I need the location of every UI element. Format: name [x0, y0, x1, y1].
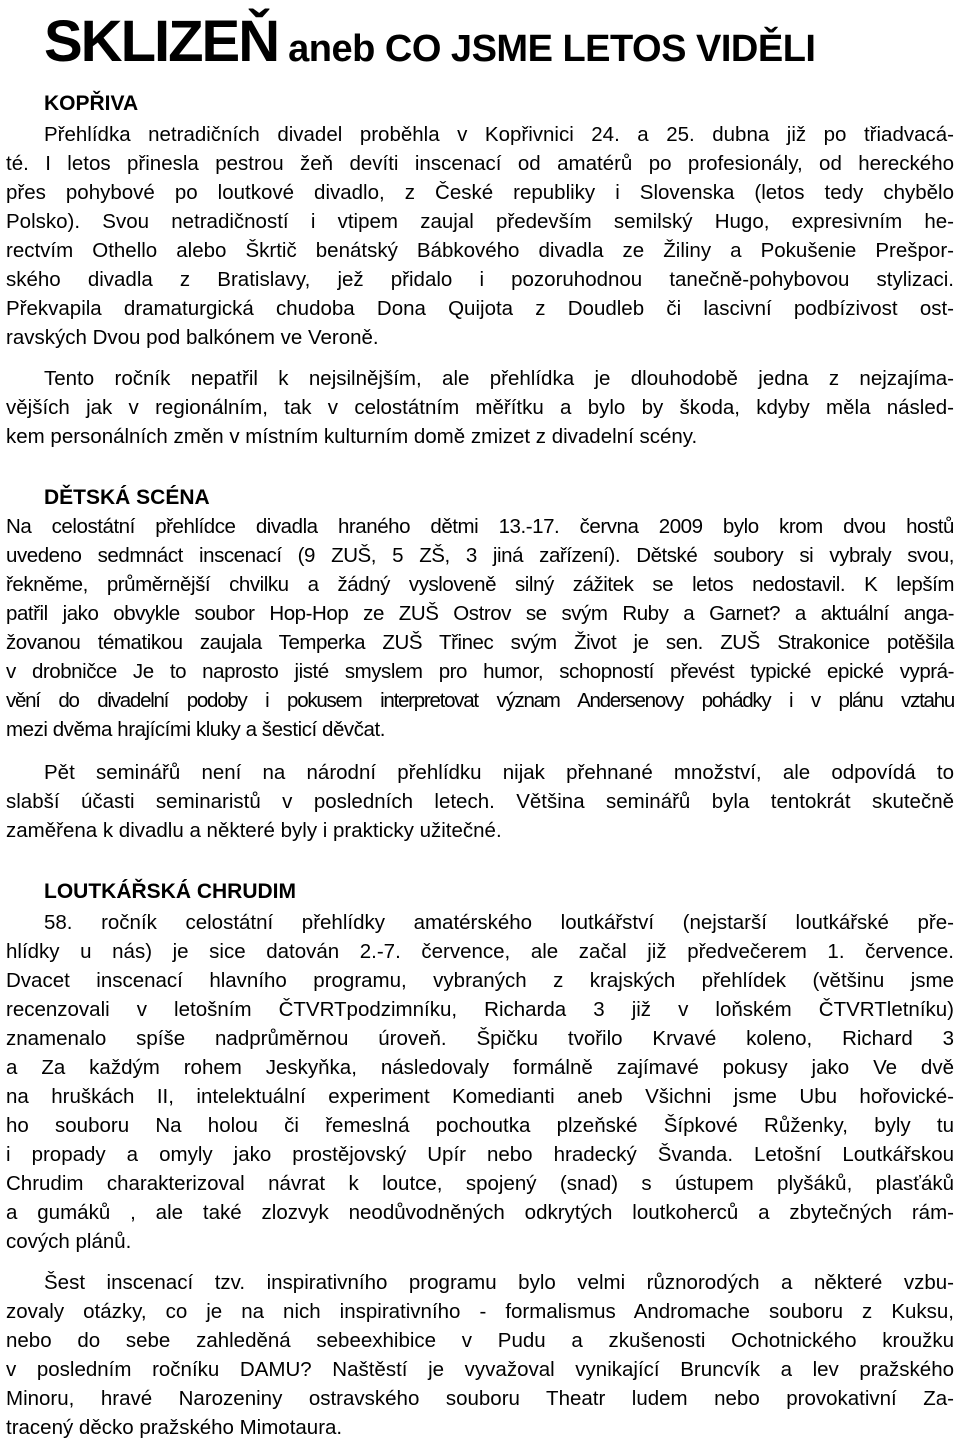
text-line: uvedeno sedmnáct inscenací (9 ZUŠ, 5 ZŠ, 3 jiná zařízení). Dětské soubory si vybraly svou,: [6, 544, 954, 567]
text-line: v posledním ročníku DAMU? Naštěstí je vyvažoval vynikající Bruncvík a lev pražského: [6, 1358, 954, 1381]
text-line: zaměřena k divadlu a některé byly i prakticky užitečné.: [6, 819, 502, 842]
text-line: té. I letos přinesla pestrou žeň devíti inscenací od amatérů po profesionály, od hereckého: [6, 152, 954, 175]
text-line: mezi dvěma hrajícími kluky a šesticí děvčat.: [6, 718, 385, 741]
page-title: [44, 8, 815, 75]
text-line: a Za každým rohem Jeskyňka, následovaly formálně zajímavé pokusy jako Ve dvě: [6, 1056, 954, 1079]
text-line: slabší účasti seminaristů v posledních letech. Většina seminářů byla tentokrát skutečně: [6, 790, 954, 813]
text-line: nebo do sebe zahleděná sebeexhibice v Pudu a zkušenosti Ochotnického kroužku: [6, 1329, 954, 1352]
paragraph: [6, 120, 954, 352]
text-line: žovanou tématikou zaujala Temperka ZUŠ Třinec svým Život je sen. ZUŠ Strakonice potěšila: [6, 631, 954, 654]
text-line: vění do divadelní podoby i pokusem interpretovat význam Andersenovy pohádky i v plánu vztahu: [6, 689, 954, 712]
title-subtitle: aneb CO JSME LETOS VIDĚLI: [288, 28, 816, 70]
text-line: a gumáků , ale také zlozvyk neodůvodněných odkrytých loutkoherců a zbytečných rám-: [6, 1201, 954, 1224]
title-main: SKLIZEŇ: [44, 9, 279, 74]
text-line: 58. ročník celostátní přehlídky amatérského loutkářství (nejstarší loutkářské pře-: [44, 911, 954, 934]
text-line: tracený děcko pražského Mimotaura.: [6, 1416, 343, 1439]
text-line: Na celostátní přehlídce divadla hraného dětmi 13.-17. června 2009 bylo krom dvou hostů: [6, 515, 954, 538]
section-heading-detska-scena: DĚTSKÁ SCÉNA: [44, 486, 210, 509]
text-line: Polsko). Svou netradičností i vtipem zaujal především semilský Hugo, expresivním he-: [6, 210, 954, 233]
text-line: cových plánů.: [6, 1230, 132, 1253]
text-line: Šest inscenací tzv. inspirativního programu bylo velmi různorodých a některé vzbu-: [44, 1271, 954, 1294]
text-line: Pět seminářů není na národní přehlídku nijak přehnané množství, ale odpovídá to: [44, 761, 954, 784]
paragraph: [6, 1268, 954, 1442]
text-line: vějších jak v regionálním, tak v celostátním měřítku a bylo by škoda, kdyby měla násled-: [6, 396, 954, 419]
section-heading-kopriva: KOPŘIVA: [44, 92, 139, 115]
paragraph: [6, 364, 954, 451]
text-line: ho souboru Na holou či řemeslná pochoutka plzeňské Šípkové Růženky, byly tu: [6, 1114, 954, 1137]
paragraph: [6, 758, 954, 845]
text-line: recenzovali v letošním ČTVRTpodzimníku, Richarda 3 již v loňském ČTVRTletníku): [6, 998, 954, 1021]
paragraph: [6, 512, 954, 744]
text-line: Minoru, hravé Narozeniny ostravského souboru Theatr ludem nebo provokativní Za-: [6, 1387, 954, 1410]
paragraph: [6, 908, 954, 1256]
text-line: přes pohybové po loutkové divadlo, z České republiky i Slovenska (letos tedy chybělo: [6, 181, 954, 204]
text-line: na hruškách II, intelektuální experiment Komedianti aneb Všichni jsme Ubu hořovické-: [6, 1085, 954, 1108]
text-line: patřil jako obvykle soubor Hop-Hop ze ZUŠ Ostrov se svým Ruby a Garnet? a aktuální anga-: [6, 602, 954, 625]
text-line: i propady a omyly jako prostějovský Upír nebo hradecký Švanda. Letošní Loutkářskou: [6, 1143, 954, 1166]
text-line: hlídky u nás) je sice datován 2.-7. července, ale začal již předvečerem 1. července.: [6, 940, 954, 963]
text-line: Překvapila dramaturgická chudoba Dona Quijota z Doudleb či lascivní podbízivost ost-: [6, 297, 954, 320]
section-heading-loutkarska-chrudim: LOUTKÁŘSKÁ CHRUDIM: [44, 880, 296, 903]
text-line: v drobničce Je to naprosto jisté smyslem pro humor, schopností převést typické epické vyprá-: [6, 660, 954, 683]
text-line: Chrudim charakterizoval návrat k loutce, spojený (snad) s ústupem plyšáků, plasťáků: [6, 1172, 954, 1195]
text-line: řekněme, průměrnější chvilku a žádný vysloveně silný zážitek se letos nedostavil. K lepším: [6, 573, 954, 596]
text-line: zovaly otázky, co je na nich inspirativního - formalismus Andromache souboru z Kuksu,: [6, 1300, 954, 1323]
text-line: Tento ročník nepatřil k nejsilnějším, ale přehlídka je dlouhodobě jedna z nejzajíma-: [44, 367, 954, 390]
text-line: ravských Dvou pod balkónem ve Veroně.: [6, 326, 379, 349]
text-line: Přehlídka netradičních divadel proběhla v Kopřivnici 24. a 25. dubna již po třiadvacá-: [44, 123, 954, 146]
text-line: znamenalo spíše nadprůměrnou úroveň. Špičku tvořilo Krvavé koleno, Richard 3: [6, 1027, 954, 1050]
text-line: ského divadla z Bratislavy, jež přidalo i pozoruhodnou tanečně-pohybovou stylizaci.: [6, 268, 954, 291]
text-line: rectvím Othello alebo Škrtič benátský Bábkového divadla ze Žiliny a Pokušenie Prešpor-: [6, 239, 954, 262]
text-line: kem personálních změn v místním kulturním domě zmizet z divadelní scény.: [6, 425, 698, 448]
text-line: Dvacet inscenací hlavního programu, vybraných z krajských přehlídek (většinu jsme: [6, 969, 954, 992]
